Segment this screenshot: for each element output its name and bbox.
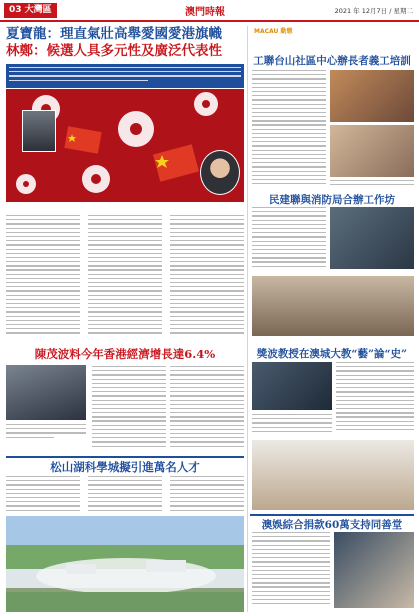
fire-workshop-photo <box>330 207 414 269</box>
lead-intro-box <box>6 64 244 88</box>
lead-intro-text <box>9 67 241 85</box>
science-city-photo <box>6 516 244 612</box>
lecture-photo <box>252 362 332 410</box>
lead-body-col1 <box>6 215 80 340</box>
story-headline-lecture[interactable]: 獎波教授在澳城大教“藝”論“史” <box>256 348 408 360</box>
portrait-photo-2 <box>200 150 240 195</box>
volunteer-photo-1 <box>330 70 414 122</box>
lead-title-line2: 林鄭：候選人具多元性及廣泛代表性 <box>6 43 222 59</box>
science-body-col2 <box>88 476 162 514</box>
macau-section-logo: MACAU 動態 <box>254 28 293 35</box>
economy-photo <box>6 365 86 420</box>
section-name: 大灣區 <box>24 5 52 15</box>
portrait-photo-1 <box>22 110 56 152</box>
volunteer-body-2 <box>330 180 414 188</box>
economy-photo-caption <box>6 424 86 452</box>
donation-photo <box>334 532 414 608</box>
story-headline-donation[interactable]: 澳娛綜合捐款60萬支持同善堂 <box>250 514 414 532</box>
volunteer-photo-2 <box>330 125 414 177</box>
column-divider <box>247 26 248 612</box>
section-tag <box>4 3 57 18</box>
volunteer-body <box>252 70 326 188</box>
science-city-rendering <box>6 516 244 612</box>
lecture-group-photo <box>252 440 414 510</box>
lead-title-line1: 夏寶龍：理直氣壯高舉愛國愛港旗幟 <box>6 26 222 42</box>
science-body-col1 <box>6 476 80 514</box>
fire-workshop-group-photo <box>252 276 414 336</box>
section-number: 03 <box>9 5 22 15</box>
story-headline-economy[interactable]: 陳茂波料今年香港經濟增長達6.4% <box>34 347 216 361</box>
lecture-body-col1 <box>252 414 332 436</box>
story-headline-fire-workshop[interactable]: 民建聯與消防局合辦工作坊 <box>269 194 395 206</box>
paper-name: 澳門時報 <box>185 7 225 18</box>
lead-body-col2 <box>88 215 162 340</box>
science-body-col3 <box>170 476 244 514</box>
fire-workshop-body <box>252 207 326 271</box>
lead-body-col3 <box>170 215 244 340</box>
lecture-body-col2 <box>336 362 414 436</box>
economy-body-col1 <box>92 366 166 452</box>
issue-date: 2021 年 12月7日 / 星期二 <box>334 7 413 15</box>
story-headline-volunteer[interactable]: 工聯台山社區中心辦長者義工培訓 <box>253 55 411 67</box>
lead-headline[interactable] <box>6 26 244 62</box>
story-headline-science-city[interactable]: 松山湖科學城擬引進萬名人才 <box>6 456 244 472</box>
economy-body-col2 <box>170 366 244 452</box>
donation-body <box>252 532 330 608</box>
page-header <box>0 0 419 22</box>
